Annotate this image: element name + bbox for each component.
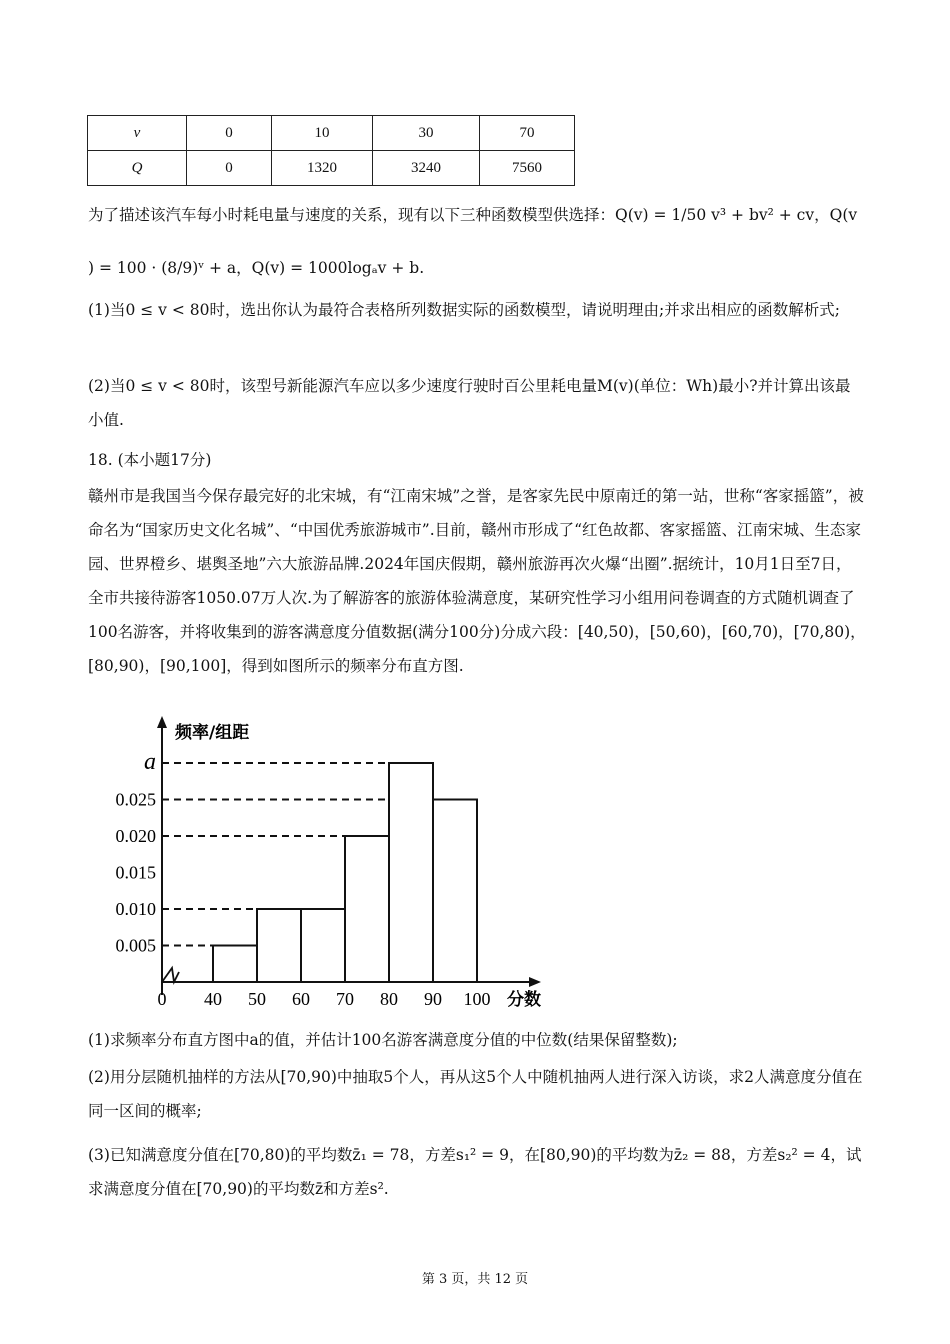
x-tick-label: 90	[424, 989, 442, 1009]
x-tick-label: 70	[336, 989, 354, 1009]
table-cell: 70	[480, 116, 575, 151]
histogram-bar	[213, 946, 257, 983]
x-tick-label: 60	[292, 989, 310, 1009]
table-cell: 30	[373, 116, 480, 151]
y-axis-label: 频率/组距	[175, 723, 250, 743]
q17-part2: (2)当0 ≤ v < 80时，该型号新能源汽车应以多少速度行驶时百公里耗电量M(v)(单位：Wh)最小?并计算出该最小值.	[88, 377, 851, 429]
x-tick-label: 40	[204, 989, 222, 1009]
q17-part1: (1)当0 ≤ v < 80时，选出你认为最符合表格所列数据实际的函数模型，请说明理由;并求出相应的函数解析式;	[88, 301, 840, 319]
table-cell: 1320	[272, 151, 373, 186]
q18-title: 18. (本小题17分)	[88, 451, 212, 469]
frequency-histogram	[95, 710, 565, 1010]
x-tick-label: 50	[248, 989, 266, 1009]
histogram-bar	[301, 909, 345, 982]
q18-part3: (3)已知满意度分值在[70,80)的平均数z̄₁ = 78，方差s₁² = 9，在[80,90)的平均数为z̄₂ = 88，方差s₂² = 4，试求满意度分值在[70,90)的平均数z̄和方差s².	[88, 1146, 862, 1198]
x-tick-label: 80	[380, 989, 398, 1009]
q18-part1: (1)求频率分布直方图中a的值，并估计100名游客满意度分值的中位数(结果保留整数);	[88, 1031, 678, 1049]
histogram-bar	[345, 836, 389, 982]
x-tick-label: 100	[463, 989, 491, 1009]
histogram-bar	[257, 909, 301, 982]
y-axis-arrow	[157, 716, 167, 728]
table-cell: 3240	[373, 151, 480, 186]
table-row	[88, 151, 575, 186]
table-cell: 0	[187, 116, 272, 151]
histogram-bar	[389, 763, 433, 982]
y-tick-label: 0.025	[115, 789, 156, 810]
table-cell: 0	[187, 151, 272, 186]
page-footer: 第 3 页，共 12 页	[421, 1272, 529, 1287]
table-cell: v	[88, 116, 187, 151]
q18-body: 赣州市是我国当今保存最完好的北宋城，有“江南宋城”之誉，是客家先民中原南迁的第一站，世称“客家摇篮”，被命名为“国家历史文化名城”、“中国优秀旅游城市”.目前，赣州市形成了“红色故都、客家摇篮、江南宋城、生态家园、世界橙乡、堪舆圣地”六大旅游品牌.2024年国庆假期，赣州旅游再次火爆“出圈”.据统计，10月1日至7日，全市共接待游客1050.07万人次.为了解游客的旅游体验满意度，某研究性学习小组用问卷调查的方式随机调查了100名游客，并将收集到的游客满意度分值数据(满分100分)分成六段：[40,50)，[50,60)，[60,70)，[70,80)，[80,90)，[90,100]，得到如图所示的频率分布直方图.	[88, 487, 866, 675]
y-tick-label: 0.005	[115, 935, 156, 956]
table-cell: 10	[272, 116, 373, 151]
x-tick-label: 0	[157, 989, 167, 1009]
x-axis-arrow	[529, 977, 541, 987]
histogram-bar	[433, 800, 477, 983]
y-tick-label: 0.015	[115, 862, 156, 883]
x-axis-label: 分数	[507, 990, 541, 1010]
table-cell: 7560	[480, 151, 575, 186]
models-line-2: ) = 100 · (8/9)ᵛ + a，Q(v) = 1000logₐv + b.	[88, 259, 425, 277]
table-row	[88, 116, 575, 151]
axis-break-mark	[162, 968, 179, 982]
speed-energy-table	[87, 115, 575, 186]
y-tick-label: 0.010	[115, 899, 156, 919]
table-cell: Q	[88, 151, 187, 186]
q18-part2: (2)用分层随机抽样的方法从[70,90)中抽取5个人，再从这5个人中随机抽两人进行深入访谈，求2人满意度分值在同一区间的概率;	[88, 1068, 863, 1120]
histogram-bars	[213, 763, 477, 982]
models-line-1: 为了描述该汽车每小时耗电量与速度的关系，现有以下三种函数模型供选择：Q(v) = 1/50 v³ + bv² + cv，Q(v	[88, 206, 858, 224]
y-tick-label: 0.020	[115, 826, 156, 846]
y-tick-label: a	[144, 749, 156, 775]
